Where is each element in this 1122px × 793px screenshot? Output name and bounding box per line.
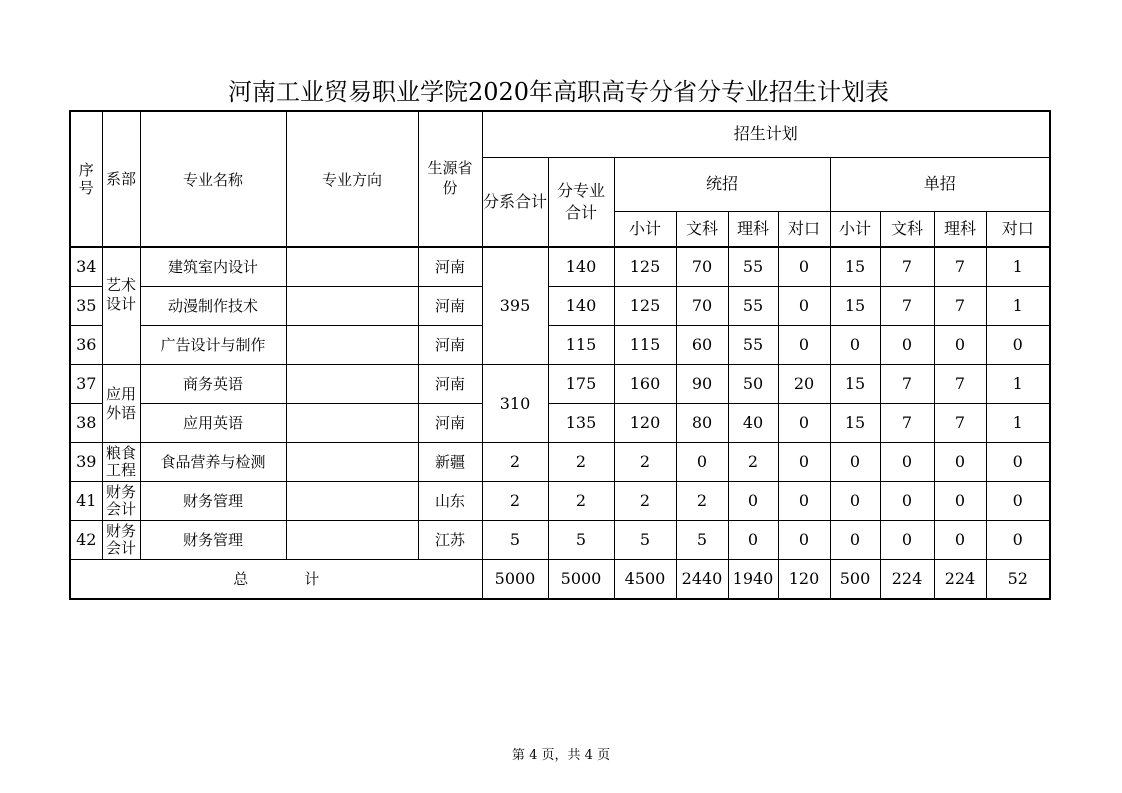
- row-u-arts: 5: [676, 521, 728, 560]
- row-u-vocational: 0: [778, 404, 830, 443]
- row-u-arts: 60: [676, 326, 728, 365]
- header-s-arts: 文科: [880, 211, 934, 247]
- row-s-science: 0: [934, 482, 986, 521]
- total-s-vocational: 52: [986, 560, 1050, 600]
- row-s-science: 0: [934, 521, 986, 560]
- row-dept-total: 5: [482, 521, 548, 560]
- row-major: 财务管理: [140, 482, 286, 521]
- enrollment-plan-table: [69, 110, 1051, 600]
- row-u-subtotal: 125: [614, 287, 676, 326]
- row-major: 应用英语: [140, 404, 286, 443]
- row-s-arts: 7: [880, 247, 934, 287]
- row-major: 建筑室内设计: [140, 247, 286, 287]
- header-dept-total: 分系合计: [482, 157, 548, 247]
- page-title: 河南工业贸易职业学院2020年高职高专分省分专业招生计划表: [227, 78, 890, 106]
- table-row: [70, 521, 1050, 560]
- row-s-subtotal: 15: [830, 365, 880, 404]
- row-seq: 35: [70, 287, 102, 326]
- row-u-arts: 70: [676, 247, 728, 287]
- row-major: 动漫制作技术: [140, 287, 286, 326]
- row-u-subtotal: 2: [614, 482, 676, 521]
- row-dept: 财务会计: [102, 482, 140, 521]
- row-major-total: 2: [548, 482, 614, 521]
- row-province: 河南: [418, 365, 482, 404]
- row-u-vocational: 0: [778, 482, 830, 521]
- row-direction: [286, 326, 418, 365]
- row-seq: 37: [70, 365, 102, 404]
- row-province: 河南: [418, 247, 482, 287]
- row-u-science: 0: [728, 521, 778, 560]
- row-province: 河南: [418, 287, 482, 326]
- footer-page-num: 4: [529, 748, 538, 763]
- row-province: 山东: [418, 482, 482, 521]
- page-footer: [0, 744, 1122, 763]
- row-s-science: 0: [934, 443, 986, 482]
- row-u-science: 0: [728, 482, 778, 521]
- row-u-arts: 80: [676, 404, 728, 443]
- row-u-vocational: 0: [778, 521, 830, 560]
- table-row: [70, 247, 1050, 287]
- row-seq: 34: [70, 247, 102, 287]
- row-direction: [286, 482, 418, 521]
- row-seq: 42: [70, 521, 102, 560]
- total-label-a: 总: [233, 570, 249, 588]
- row-seq: 39: [70, 443, 102, 482]
- row-dept-total: 310: [482, 365, 548, 443]
- footer-page-total: 4: [584, 748, 593, 763]
- row-s-vocational: 1: [986, 365, 1050, 404]
- row-s-subtotal: 0: [830, 326, 880, 365]
- row-s-vocational: 0: [986, 521, 1050, 560]
- row-province: 河南: [418, 326, 482, 365]
- row-u-subtotal: 125: [614, 247, 676, 287]
- row-s-arts: 0: [880, 326, 934, 365]
- row-u-vocational: 0: [778, 443, 830, 482]
- total-dept: 5000: [482, 560, 548, 600]
- row-major-total: 140: [548, 247, 614, 287]
- row-dept-total: 2: [482, 443, 548, 482]
- row-direction: [286, 287, 418, 326]
- row-u-vocational: 0: [778, 326, 830, 365]
- header-plan: 招生计划: [482, 111, 1050, 157]
- row-direction: [286, 365, 418, 404]
- header-unified: 统招: [614, 157, 830, 211]
- total-major: 5000: [548, 560, 614, 600]
- row-u-subtotal: 115: [614, 326, 676, 365]
- total-label-b: 计: [304, 570, 320, 588]
- row-s-arts: 7: [880, 287, 934, 326]
- row-province: 河南: [418, 404, 482, 443]
- row-dept-total: 2: [482, 482, 548, 521]
- row-u-vocational: 0: [778, 287, 830, 326]
- row-u-science: 2: [728, 443, 778, 482]
- row-major: 财务管理: [140, 521, 286, 560]
- table-row: [70, 365, 1050, 404]
- row-major-total: 175: [548, 365, 614, 404]
- header-s-vocational: 对口: [986, 211, 1050, 247]
- header-direction: 专业方向: [286, 111, 418, 247]
- row-u-arts: 0: [676, 443, 728, 482]
- header-u-vocational: 对口: [778, 211, 830, 247]
- row-u-arts: 70: [676, 287, 728, 326]
- row-direction: [286, 521, 418, 560]
- row-u-arts: 90: [676, 365, 728, 404]
- row-s-science: 0: [934, 326, 986, 365]
- header-s-science: 理科: [934, 211, 986, 247]
- row-u-science: 50: [728, 365, 778, 404]
- row-direction: [286, 247, 418, 287]
- row-s-subtotal: 15: [830, 404, 880, 443]
- total-u-vocational: 120: [778, 560, 830, 600]
- row-seq: 41: [70, 482, 102, 521]
- row-dept: 粮食工程: [102, 443, 140, 482]
- footer-suffix: 页: [597, 748, 611, 763]
- header-major: 专业名称: [140, 111, 286, 247]
- header-s-subtotal: 小计: [830, 211, 880, 247]
- row-s-subtotal: 15: [830, 247, 880, 287]
- row-s-subtotal: 0: [830, 443, 880, 482]
- table-row: [70, 326, 1050, 365]
- table-row: [70, 404, 1050, 443]
- header-u-arts: 文科: [676, 211, 728, 247]
- row-s-arts: 7: [880, 404, 934, 443]
- total-s-subtotal: 500: [830, 560, 880, 600]
- row-s-arts: 0: [880, 482, 934, 521]
- footer-mid: 页，共: [541, 748, 581, 763]
- total-u-subtotal: 4500: [614, 560, 676, 600]
- row-s-vocational: 1: [986, 287, 1050, 326]
- total-label: [70, 560, 482, 600]
- row-s-arts: 0: [880, 443, 934, 482]
- row-major-total: 115: [548, 326, 614, 365]
- row-s-subtotal: 0: [830, 521, 880, 560]
- row-s-arts: 0: [880, 521, 934, 560]
- row-u-subtotal: 2: [614, 443, 676, 482]
- table-row: [70, 482, 1050, 521]
- row-s-subtotal: 0: [830, 482, 880, 521]
- header-major-total: 分专业合计: [548, 157, 614, 247]
- row-direction: [286, 443, 418, 482]
- row-s-vocational: 0: [986, 482, 1050, 521]
- header-u-subtotal: 小计: [614, 211, 676, 247]
- row-u-science: 55: [728, 326, 778, 365]
- total-u-arts: 2440: [676, 560, 728, 600]
- total-u-science: 1940: [728, 560, 778, 600]
- table-row: [70, 443, 1050, 482]
- row-direction: [286, 404, 418, 443]
- header-single: 单招: [830, 157, 1050, 211]
- row-major-total: 140: [548, 287, 614, 326]
- row-s-science: 7: [934, 287, 986, 326]
- row-s-science: 7: [934, 247, 986, 287]
- row-u-subtotal: 160: [614, 365, 676, 404]
- table-row: [70, 287, 1050, 326]
- row-dept: 艺术设计: [102, 247, 140, 365]
- row-major: 广告设计与制作: [140, 326, 286, 365]
- header-u-science: 理科: [728, 211, 778, 247]
- total-s-arts: 224: [880, 560, 934, 600]
- row-major-total: 5: [548, 521, 614, 560]
- row-major: 商务英语: [140, 365, 286, 404]
- row-u-arts: 2: [676, 482, 728, 521]
- row-u-science: 40: [728, 404, 778, 443]
- header-province: 生源省份: [418, 111, 482, 247]
- row-dept-total: 395: [482, 247, 548, 365]
- row-u-subtotal: 5: [614, 521, 676, 560]
- total-row: [70, 560, 1050, 600]
- header-seq: 序号: [70, 111, 102, 247]
- row-s-vocational: 0: [986, 326, 1050, 365]
- row-s-arts: 7: [880, 365, 934, 404]
- row-u-vocational: 20: [778, 365, 830, 404]
- row-s-science: 7: [934, 404, 986, 443]
- row-major: 食品营养与检测: [140, 443, 286, 482]
- row-s-vocational: 1: [986, 247, 1050, 287]
- row-dept: 财务会计: [102, 521, 140, 560]
- row-u-vocational: 0: [778, 247, 830, 287]
- row-seq: 36: [70, 326, 102, 365]
- row-major-total: 135: [548, 404, 614, 443]
- row-s-subtotal: 15: [830, 287, 880, 326]
- row-s-vocational: 1: [986, 404, 1050, 443]
- row-u-science: 55: [728, 287, 778, 326]
- row-s-science: 7: [934, 365, 986, 404]
- row-major-total: 2: [548, 443, 614, 482]
- row-u-science: 55: [728, 247, 778, 287]
- row-seq: 38: [70, 404, 102, 443]
- row-s-vocational: 0: [986, 443, 1050, 482]
- header-dept: 系部: [102, 111, 140, 247]
- footer-prefix: 第: [511, 748, 525, 763]
- row-u-subtotal: 120: [614, 404, 676, 443]
- row-province: 新疆: [418, 443, 482, 482]
- row-dept: 应用外语: [102, 365, 140, 443]
- row-province: 江苏: [418, 521, 482, 560]
- total-s-science: 224: [934, 560, 986, 600]
